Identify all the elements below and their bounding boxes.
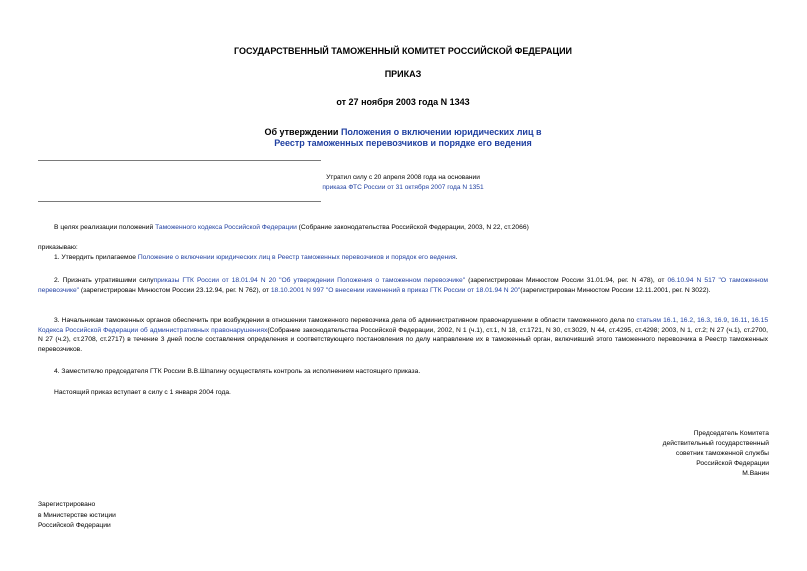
item-2-text: 2. Признать утратившими силу xyxy=(54,277,154,284)
document-title xyxy=(250,127,556,149)
title-prefix: Об утверждении xyxy=(264,127,341,137)
sep: , xyxy=(727,317,732,324)
signature-line: Председатель Комитета xyxy=(693,430,769,437)
order-word: приказываю: xyxy=(38,244,78,251)
signature-line: советник таможенной службы xyxy=(675,450,769,457)
item-1-text: 1. Утвердить прилагаемое xyxy=(54,254,138,261)
sep: , xyxy=(676,317,681,324)
preamble-citation: (Собрание законодательства Российской Федерации, 2003, N 22, ст.2066) xyxy=(296,224,529,231)
item-2-reg-1: (зарегистрирован Минюстом России 31.01.94, рег. N 478), от xyxy=(465,277,668,284)
order-20-link[interactable]: приказы ГТК России от 18.01.94 N 20 "Об утверждении Положения о таможенном перевозчике" xyxy=(153,277,466,284)
item-3-text: 3. Начальникам таможенных органов обеспечить при возбуждении в отношении таможенного перевозчика дела об административном правонарушении в области таможенного дела по xyxy=(54,317,637,324)
signature-line: действительный государственный xyxy=(662,440,769,447)
order-517-link[interactable]: 06.10.94 N 517 "О таможенном перевозчике" xyxy=(38,277,769,294)
title-link[interactable]: Положения о включении юридических лиц в Реестр таможенных перевозчиков и порядке его ведения xyxy=(274,127,542,148)
divider-bottom xyxy=(38,201,321,202)
registration-line: Зарегистрировано xyxy=(38,501,96,508)
article-16-1-link[interactable]: статьям 16.1 xyxy=(636,317,677,324)
article-16-3-link[interactable]: 16.3 xyxy=(697,317,711,324)
item-4: 4. Заместителю председателя ГТК России В.В.Шпагину осуществлять контроль за исполнением настоящего приказа. xyxy=(54,368,421,375)
item-2 xyxy=(38,276,768,295)
signature-block xyxy=(549,429,769,479)
sep: , xyxy=(693,317,698,324)
document-type: ПРИКАЗ xyxy=(384,69,422,79)
preamble-text: В целях реализации положений xyxy=(54,224,156,231)
repeal-order-link[interactable]: приказа ФТС России от 31 октября 2007 года N 1351 xyxy=(322,184,484,191)
preamble xyxy=(38,223,768,233)
article-16-11-link[interactable]: 16.11 xyxy=(731,317,748,324)
status-line: Утратил силу с 20 апреля 2008 года на основании xyxy=(326,174,480,181)
item-3-citation: (Собрание законодательства Российской Федерации, 2002, N 1 (ч.1), ст.1, N 18, ст.1721, N 30, ст.3029, N 44, ст.4295, ст.4298; 2003, N 1, ст.2; N 27 (ч.1), ст.2700, N 27 (ч.2), ст.2708, ст.2717) в течение 3 дней после составления определения и соответствующего постановления по делу направление их в таможенный орган, включивший этого таможенного перевозчика в Реестр таможенных перевозчиков. xyxy=(38,326,768,353)
item-2-reg-2: (зарегистрирован Минюстом России 23.12.94, рег. N 762), от xyxy=(79,286,271,294)
sep: , xyxy=(747,317,752,324)
sep: , xyxy=(710,317,715,324)
article-16-9-link[interactable]: 16.9 xyxy=(714,317,728,324)
registration-line: в Министерстве юстиции xyxy=(38,511,116,519)
signature-line: Российской Федерации xyxy=(696,460,769,467)
item-3 xyxy=(38,316,768,354)
item-1-end: . xyxy=(455,254,458,261)
document-date: от 27 ноября 2003 года N 1343 xyxy=(336,97,470,107)
regulation-link[interactable]: Положение о включении юридических лиц в Реестр таможенных перевозчиков и порядок его ведения xyxy=(137,254,456,261)
effective-date: Настоящий приказ вступает в силу с 1 января 2004 года. xyxy=(54,389,231,396)
customs-code-link[interactable]: Таможенного кодекса Российской Федерации xyxy=(155,224,297,231)
issuing-organization: ГОСУДАРСТВЕННЫЙ ТАМОЖЕННЫЙ КОМИТЕТ РОССИЙСКОЙ ФЕДЕРАЦИИ xyxy=(233,46,573,56)
article-16-15-link[interactable]: 16.15 Кодекса Российской Федерации об административных правонарушениях xyxy=(38,317,769,334)
item-2-reg-3: (зарегистрирован Минюстом России 12.11.2001, рег. N 3022). xyxy=(520,286,711,294)
registration-line: Российской Федерации xyxy=(38,522,111,529)
item-1 xyxy=(38,253,768,263)
article-16-2-link[interactable]: 16.2 xyxy=(680,317,694,324)
status-note xyxy=(38,173,768,193)
registration-block xyxy=(38,500,258,532)
signer-name: М.Ванин xyxy=(742,470,769,477)
divider-top xyxy=(38,160,321,161)
order-997-link[interactable]: 18.10.2001 N 997 "О внесении изменений в приказ ГТК России от 18.01.94 N 20" xyxy=(270,286,521,294)
